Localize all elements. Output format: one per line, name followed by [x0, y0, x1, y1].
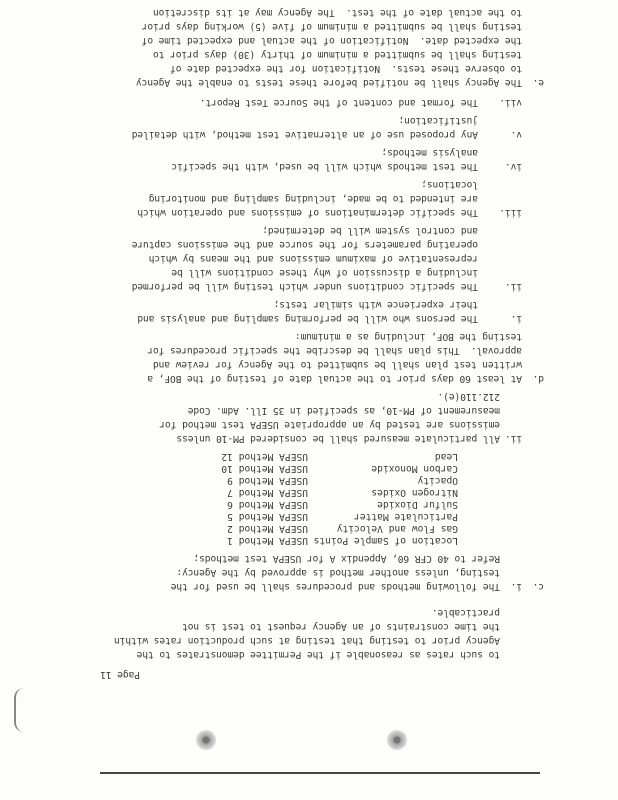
item-c-ii-line: All particulate measured shall be considered PM-10 unless: [176, 433, 500, 444]
item-c-ii-line: emissions are tested by an appropriate USEPA test method for: [159, 419, 500, 430]
page-number: Page 11: [100, 669, 140, 680]
table-row-method: USEPA Method 6: [227, 499, 308, 510]
table-row-method: USEPA Method 10: [221, 463, 308, 474]
item-d-iii-line: are intended to be made, including sampling and monitoring: [148, 193, 478, 204]
item-d-iv-line: analysis methods;: [381, 147, 478, 158]
item-c-i-line: Refer to 40 CFR 60, Appendix A for USEPA test methods;: [193, 553, 500, 564]
item-d-ii-label: ii.: [504, 281, 522, 292]
table-row-method: USEPA Method 9: [227, 475, 308, 486]
item-d-label: d.: [532, 373, 544, 384]
table-row-method: USEPA Method 1: [227, 535, 308, 546]
item-d-line: testing the BOF, including as a minimum:: [294, 331, 522, 342]
item-e-line: to observe these tests. Notification for the expected date of: [170, 63, 522, 74]
table-row-method: USEPA Method 12: [221, 451, 308, 462]
table-row-method: USEPA Method 5: [227, 511, 308, 522]
table-row-method: USEPA Method 2: [227, 523, 308, 534]
item-e-line: The Agency shall be notified before these tests to enable the Agency: [136, 77, 522, 88]
table-row-pollutant: Opacity: [417, 475, 458, 486]
table-row-pollutant: Lead: [434, 451, 458, 462]
item-d-ii-line: The specific conditions under which testing will be performed: [131, 281, 478, 292]
intro-line: the time constraints of an Agency request to test is not: [182, 621, 500, 632]
punch-hole: [387, 730, 407, 750]
item-d-vii-label: vii.: [499, 97, 522, 108]
binding-mark: [14, 688, 24, 732]
item-d-v-line: Any proposed use of an alternative test method, with detailed: [131, 129, 478, 140]
item-d-ii-line: representative of maximum emissions and the means by which: [148, 253, 478, 264]
item-c-i-line: The following methods and procedures shall be used for the: [170, 581, 500, 592]
punch-hole: [196, 730, 216, 750]
item-c-ii-label: ii.: [504, 433, 522, 444]
intro-line: Agency prior to testing that testing at such production rates within: [114, 635, 500, 646]
table-row-pollutant: Gas Flow and Velocity: [336, 523, 458, 534]
item-d-iv-line: The test methods which will be used, with the specific: [171, 161, 478, 172]
item-e-line: testing shall be submitted a minimum of thirty (30) days prior to: [153, 49, 522, 60]
item-c-ii-line: 212.110(e).: [437, 391, 500, 402]
item-d-iv-label: iv.: [504, 161, 522, 172]
intro-line: practicable.: [431, 607, 500, 618]
item-c-i-label: i.: [510, 581, 522, 592]
item-d-ii-line: and control system will be determined;: [262, 225, 478, 236]
table-row-method: USEPA Method 7: [227, 487, 308, 498]
item-d-i-label: i.: [510, 313, 522, 324]
bottom-edge-line: [100, 772, 540, 774]
intro-line: to such rates as reasonable if the Permittee demonstrates to the: [136, 649, 500, 660]
item-d-iii-label: iii.: [499, 207, 522, 218]
item-d-line: approval. This plan shall be describe the specific procedures for: [147, 345, 522, 356]
item-d-i-line: The persons who will be performing sampling and analysis and: [137, 313, 478, 324]
item-d-i-line: their experience with similar tests;: [273, 299, 478, 310]
item-d-line: At least 60 days prior to the actual date of testing of the BOF, a: [147, 373, 522, 384]
item-d-ii-line: operating parameters for the source and the emissions capture: [131, 239, 478, 250]
item-c-ii-line: measurement of PM-10, as specified in 35 Ill. Adm. Code: [187, 405, 500, 416]
item-e-line: the expected date. Notification of the actual and expected time of: [141, 35, 522, 46]
item-d-vii-line: The format and content of the Source Test Report.: [199, 97, 478, 108]
table-row-pollutant: Location of Sample Points: [313, 535, 458, 546]
item-d-iii-line: The specific determinations of emissions and operation which: [137, 207, 478, 218]
item-d-iii-line: locations;: [421, 179, 478, 190]
table-row-pollutant: Sulfur Dioxide: [377, 499, 458, 510]
item-e-label: e.: [532, 77, 544, 88]
item-d-line: written test plan shall be submitted to the Agency for review and: [153, 359, 522, 370]
item-d-v-line: justification;: [398, 115, 478, 126]
item-c-i-line: testing, unless another method is approved by the Agency:: [176, 567, 500, 578]
table-row-pollutant: Nitrogen Oxides: [371, 487, 458, 498]
item-d-v-label: v.: [510, 129, 522, 140]
table-row-pollutant: Particulate Matter: [354, 511, 458, 522]
item-c-label: c.: [532, 581, 544, 592]
item-e-line: to the actual date of the test. The Agency may at its discretion: [153, 7, 522, 18]
item-e-line: testing shall be submitted a minimum of five (5) working days prior: [141, 21, 522, 32]
item-d-ii-line: including a discussion of why these conditions will be: [171, 267, 478, 278]
table-row-pollutant: Carbon Monoxide: [371, 463, 458, 474]
